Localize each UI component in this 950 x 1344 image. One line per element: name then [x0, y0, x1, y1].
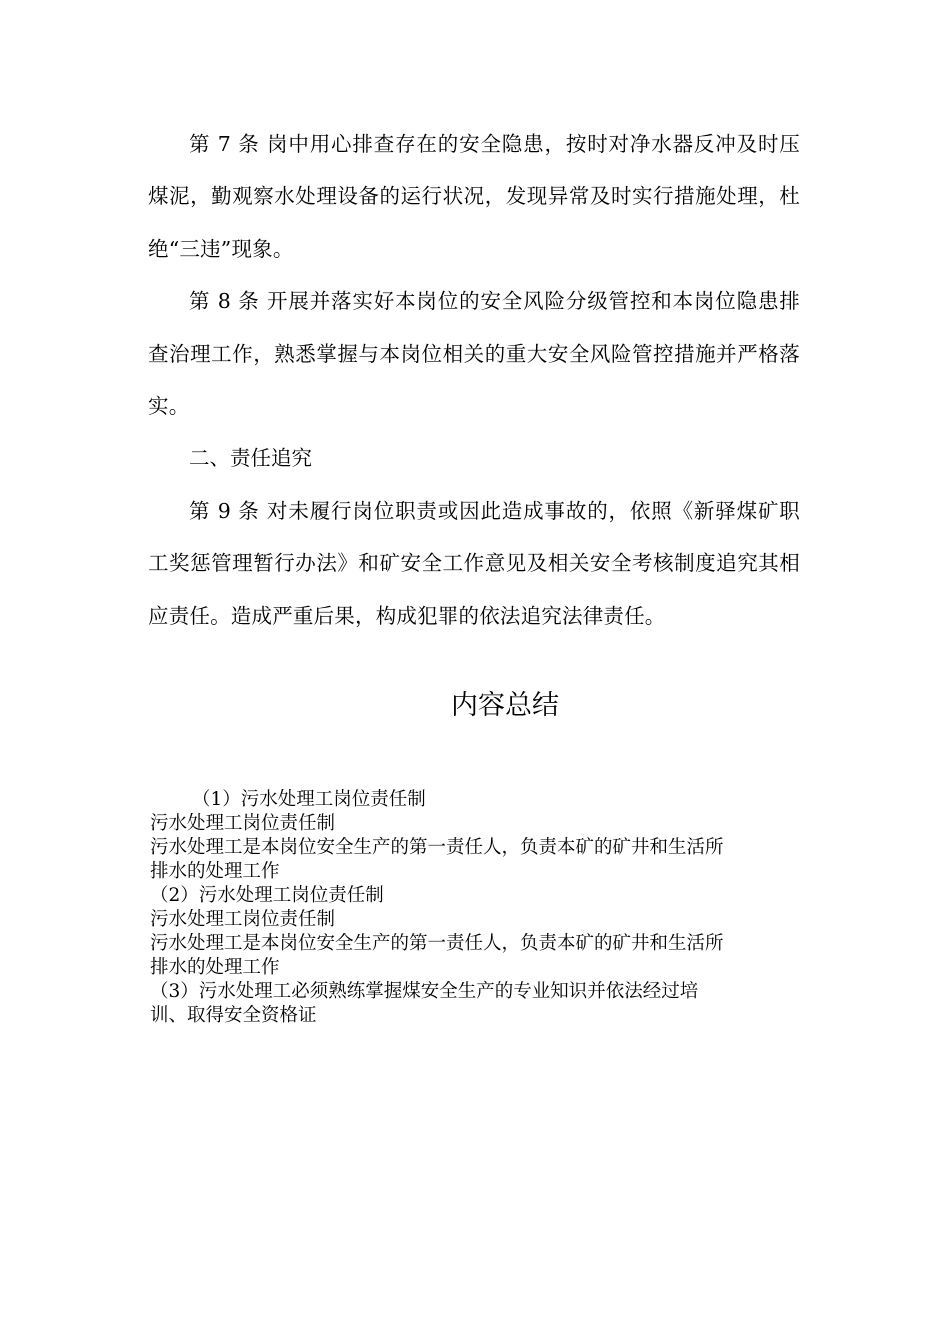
section-heading-liability: 二、责任追究	[189, 446, 312, 471]
summary-line: （1）污水处理工岗位责任制	[192, 789, 426, 810]
summary-line: 污水处理工是本岗位安全生产的第一责任人，负责本矿的矿井和生活所	[150, 933, 724, 954]
summary-list	[150, 788, 810, 1028]
body-text	[148, 118, 800, 642]
summary-line: 污水处理工岗位责任制	[150, 909, 336, 930]
article-8-paragraph: 第 8 条 开展并落实好本岗位的安全风险分级管控和本岗位隐患排查治理工作，熟悉掌握与本岗位相关的重大安全风险管控措施并严格落实。	[148, 289, 800, 419]
summary-line: （2）污水处理工岗位责任制	[150, 885, 384, 906]
article-9-paragraph: 第 9 条 对未履行岗位职责或因此造成事故的，依照《新驿煤矿职工奖惩管理暂行办法》和矿安全工作意见及相关安全考核制度追究其相应责任。造成严重后果，构成犯罪的依法追究法律责任。	[148, 498, 800, 628]
summary-line: 排水的处理工作	[150, 861, 280, 882]
summary-line: 污水处理工岗位责任制	[150, 813, 336, 834]
summary-line: 训、取得安全资格证	[150, 1005, 317, 1026]
summary-line: 排水的处理工作	[150, 957, 280, 978]
summary-title: 内容总结	[451, 690, 559, 721]
summary-line: （3）污水处理工必须熟练掌握煤安全生产的专业知识并依法经过培	[150, 981, 699, 1002]
summary-line: 污水处理工是本岗位安全生产的第一责任人，负责本矿的矿井和生活所	[150, 837, 724, 858]
article-7-paragraph: 第 7 条 岗中用心排查存在的安全隐患，按时对净水器反冲及时压煤泥，勤观察水处理设备的运行状况，发现异常及时实行措施处理，杜绝“三违”现象。	[148, 132, 800, 261]
